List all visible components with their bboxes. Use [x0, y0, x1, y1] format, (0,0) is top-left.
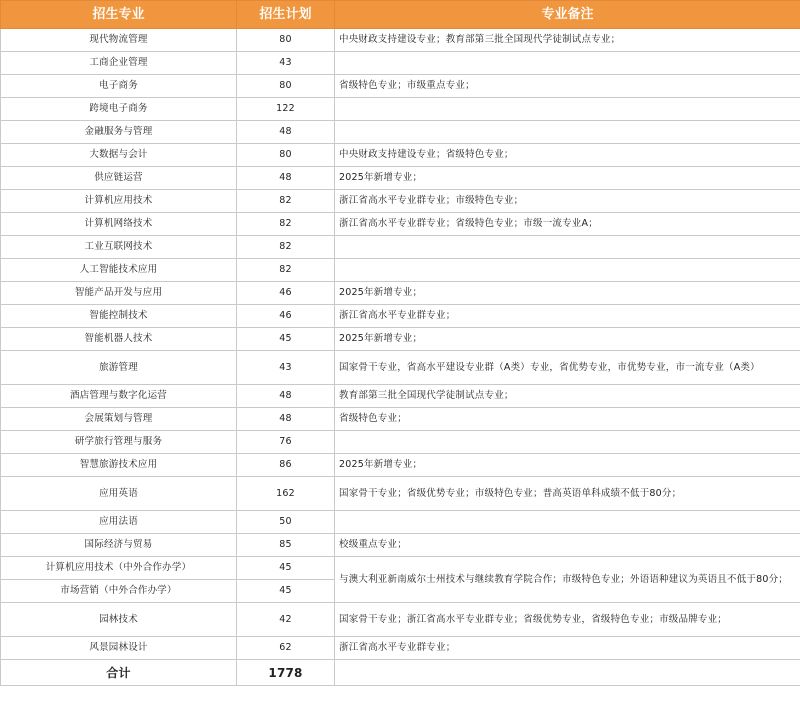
plan-cell: 45 [237, 580, 335, 603]
plan-cell: 43 [237, 351, 335, 385]
note-cell [335, 52, 800, 75]
note-cell [335, 511, 800, 534]
table-row [1, 637, 800, 660]
table-row [1, 144, 800, 167]
table-row [1, 385, 800, 408]
plan-cell: 48 [237, 385, 335, 408]
major-cell: 计算机应用技术（中外合作办学） [1, 557, 237, 580]
plan-cell: 48 [237, 167, 335, 190]
note-cell: 浙江省高水平专业群专业； [335, 637, 800, 660]
note-cell: 国家骨干专业；省级优势专业；市级特色专业；普高英语单科成绩不低于80分； [335, 477, 800, 511]
plan-cell: 46 [237, 282, 335, 305]
plan-cell: 82 [237, 236, 335, 259]
plan-cell: 45 [237, 328, 335, 351]
plan-cell: 76 [237, 431, 335, 454]
note-cell: 中央财政支持建设专业；教育部第三批全国现代学徒制试点专业； [335, 29, 800, 52]
note-cell: 2025年新增专业； [335, 167, 800, 190]
major-cell: 计算机网络技术 [1, 213, 237, 236]
major-cell: 大数据与会计 [1, 144, 237, 167]
major-cell: 工商企业管理 [1, 52, 237, 75]
header-plan: 招生计划 [237, 1, 335, 29]
header-major: 招生专业 [1, 1, 237, 29]
table-row [1, 29, 800, 52]
major-cell: 园林技术 [1, 603, 237, 637]
table-row [1, 236, 800, 259]
note-cell: 教育部第三批全国现代学徒制试点专业； [335, 385, 800, 408]
major-cell: 国际经济与贸易 [1, 534, 237, 557]
plan-cell: 82 [237, 190, 335, 213]
plan-cell: 45 [237, 557, 335, 580]
table-row [1, 167, 800, 190]
table-row [1, 408, 800, 431]
major-cell: 会展策划与管理 [1, 408, 237, 431]
note-cell: 省级特色专业； [335, 408, 800, 431]
note-cell: 2025年新增专业； [335, 328, 800, 351]
plan-cell: 80 [237, 29, 335, 52]
plan-cell: 122 [237, 98, 335, 121]
table-row [1, 477, 800, 511]
major-cell: 市场营销（中外合作办学） [1, 580, 237, 603]
table-row [1, 511, 800, 534]
table-row [1, 328, 800, 351]
major-cell: 酒店管理与数字化运营 [1, 385, 237, 408]
plan-cell: 50 [237, 511, 335, 534]
total-note-empty [335, 660, 800, 686]
major-cell: 金融服务与管理 [1, 121, 237, 144]
table-row [1, 121, 800, 144]
plan-cell: 80 [237, 144, 335, 167]
major-cell: 应用英语 [1, 477, 237, 511]
note-cell: 2025年新增专业； [335, 454, 800, 477]
major-cell: 应用法语 [1, 511, 237, 534]
table-row [1, 213, 800, 236]
plan-cell: 85 [237, 534, 335, 557]
note-cell [335, 98, 800, 121]
major-cell: 智慧旅游技术应用 [1, 454, 237, 477]
plan-cell: 48 [237, 121, 335, 144]
plan-cell: 62 [237, 637, 335, 660]
table-row [1, 282, 800, 305]
note-cell: 浙江省高水平专业群专业； [335, 305, 800, 328]
note-cell [335, 259, 800, 282]
note-cell: 国家骨干专业，省高水平建设专业群（A类）专业，省优势专业，市优势专业，市一流专业（A类） [335, 351, 800, 385]
table-row [1, 603, 800, 637]
header-note: 专业备注 [335, 1, 800, 29]
table-row [1, 534, 800, 557]
plan-cell: 82 [237, 213, 335, 236]
table-row [1, 190, 800, 213]
plan-cell: 43 [237, 52, 335, 75]
table-row [1, 431, 800, 454]
note-cell: 校级重点专业； [335, 534, 800, 557]
plan-cell: 46 [237, 305, 335, 328]
note-cell: 浙江省高水平专业群专业；市级特色专业； [335, 190, 800, 213]
table-row [1, 259, 800, 282]
note-cell: 2025年新增专业； [335, 282, 800, 305]
note-cell: 国家骨干专业；浙江省高水平专业群专业；省级优势专业，省级特色专业；市级品牌专业； [335, 603, 800, 637]
total-label: 合计 [1, 660, 237, 686]
major-cell: 风景园林设计 [1, 637, 237, 660]
note-cell: 浙江省高水平专业群专业；省级特色专业；市级一流专业A； [335, 213, 800, 236]
table-row [1, 454, 800, 477]
note-cell [335, 236, 800, 259]
plan-cell: 82 [237, 259, 335, 282]
major-cell: 研学旅行管理与服务 [1, 431, 237, 454]
major-cell: 人工智能技术应用 [1, 259, 237, 282]
plan-cell: 162 [237, 477, 335, 511]
total-value: 1778 [237, 660, 335, 686]
major-cell: 智能机器人技术 [1, 328, 237, 351]
merged-note-cell: 与澳大利亚新南威尔士州技术与继续教育学院合作；市级特色专业；外语语种建议为英语且不低于80分； [335, 557, 800, 603]
table-row [1, 351, 800, 385]
major-cell: 计算机应用技术 [1, 190, 237, 213]
note-cell: 省级特色专业；市级重点专业； [335, 75, 800, 98]
major-cell: 跨境电子商务 [1, 98, 237, 121]
plan-cell: 86 [237, 454, 335, 477]
total-row [1, 660, 800, 686]
note-cell [335, 431, 800, 454]
major-cell: 电子商务 [1, 75, 237, 98]
major-cell: 智能产品开发与应用 [1, 282, 237, 305]
major-cell: 旅游管理 [1, 351, 237, 385]
plan-cell: 42 [237, 603, 335, 637]
major-cell: 工业互联网技术 [1, 236, 237, 259]
major-cell: 智能控制技术 [1, 305, 237, 328]
table-row [1, 305, 800, 328]
note-cell: 中央财政支持建设专业；省级特色专业； [335, 144, 800, 167]
note-cell [335, 121, 800, 144]
major-cell: 现代物流管理 [1, 29, 237, 52]
plan-cell: 48 [237, 408, 335, 431]
table-row [1, 75, 800, 98]
table-row [1, 52, 800, 75]
table-header-row [1, 1, 800, 29]
plan-cell: 80 [237, 75, 335, 98]
major-cell: 供应链运营 [1, 167, 237, 190]
table-row [1, 98, 800, 121]
table-row [1, 557, 800, 580]
